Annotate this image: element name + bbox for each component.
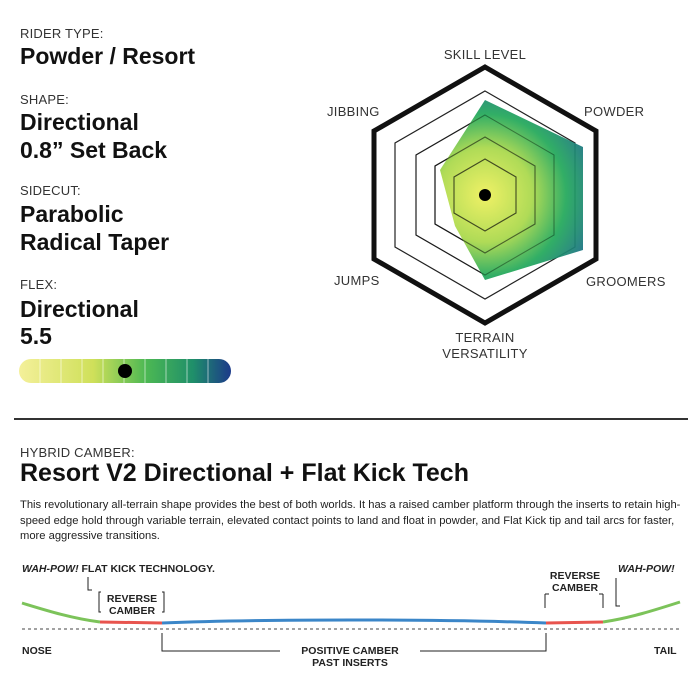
sidecut-value-line2: Radical Taper [20, 229, 170, 255]
shape-value-line2: 0.8” Set Back [20, 137, 168, 163]
reverse-camber-right-line1: REVERSE [549, 570, 601, 582]
positive-camber-bracket [162, 633, 546, 651]
camber-reverse-tail [546, 622, 603, 623]
rider-type-label: RIDER TYPE: [20, 26, 104, 41]
radar-label-skill-level: SKILL LEVEL [443, 47, 527, 62]
sidecut-label: SIDECUT: [20, 183, 81, 198]
reverse-right-bracket [545, 594, 603, 608]
flat-kick-technology-text: FLAT KICK TECHNOLOGY. [78, 563, 215, 575]
section-divider [14, 418, 688, 420]
flex-value-line1: Directional [20, 296, 139, 322]
positive-camber-line2: PAST INSERTS [312, 657, 388, 669]
shape-value-line1: Directional [20, 109, 139, 135]
radar-label-jibbing: JIBBING [327, 104, 380, 119]
radar-label-jumps: JUMPS [334, 273, 380, 288]
wahpow-right-leader [616, 578, 620, 606]
wahpow-left-leader [88, 577, 92, 590]
radar-label-versatility: VERSATILITY [442, 346, 528, 361]
flex-indicator-dot [118, 364, 132, 378]
nose-label: NOSE [22, 645, 52, 657]
flex-label: FLEX: [20, 277, 58, 292]
camber-section-label: HYBRID CAMBER: [20, 445, 135, 460]
camber-kick-nose [22, 603, 100, 622]
camber-title: Resort V2 Directional + Flat Kick Tech [20, 459, 469, 487]
flex-value-line2: 5.5 [20, 323, 52, 349]
reverse-camber-left-line1: REVERSE [106, 593, 158, 605]
radar-center-dot [479, 189, 491, 201]
reverse-camber-right-line2: CAMBER [551, 582, 599, 594]
camber-reverse-nose [100, 622, 162, 623]
camber-description: This revolutionary all-terrain shape provides the best of both worlds. It has a raised camber platform through the inserts to retain high-speed edge hold through variable terrain, elevated contact points to land and float in powder, and Flat Kick tip and tail arcs for faster, more aggressive transitions. [20, 499, 681, 542]
shape-label: SHAPE: [20, 92, 69, 107]
reverse-left-bracket [99, 592, 164, 612]
camber-positive-center [162, 620, 546, 623]
radar-label-groomers: GROOMERS [586, 274, 666, 289]
radar-label-powder: POWDER [584, 104, 645, 119]
sidecut-value-line1: Parabolic [20, 201, 124, 227]
tail-label: TAIL [654, 645, 677, 657]
wahpow-brand-right: WAH-POW! [618, 563, 675, 575]
positive-camber-line1: POSITIVE CAMBER [280, 645, 420, 657]
camber-kick-tail [603, 602, 680, 622]
rider-type-value: Powder / Resort [20, 43, 196, 69]
reverse-camber-left-line2: CAMBER [108, 605, 156, 617]
camber-profile-diagram [0, 560, 700, 670]
wahpow-brand-left: WAH-POW! [22, 563, 79, 575]
radar-label-terrain: TERRAIN [455, 330, 515, 345]
rider-radar-chart [300, 30, 670, 360]
